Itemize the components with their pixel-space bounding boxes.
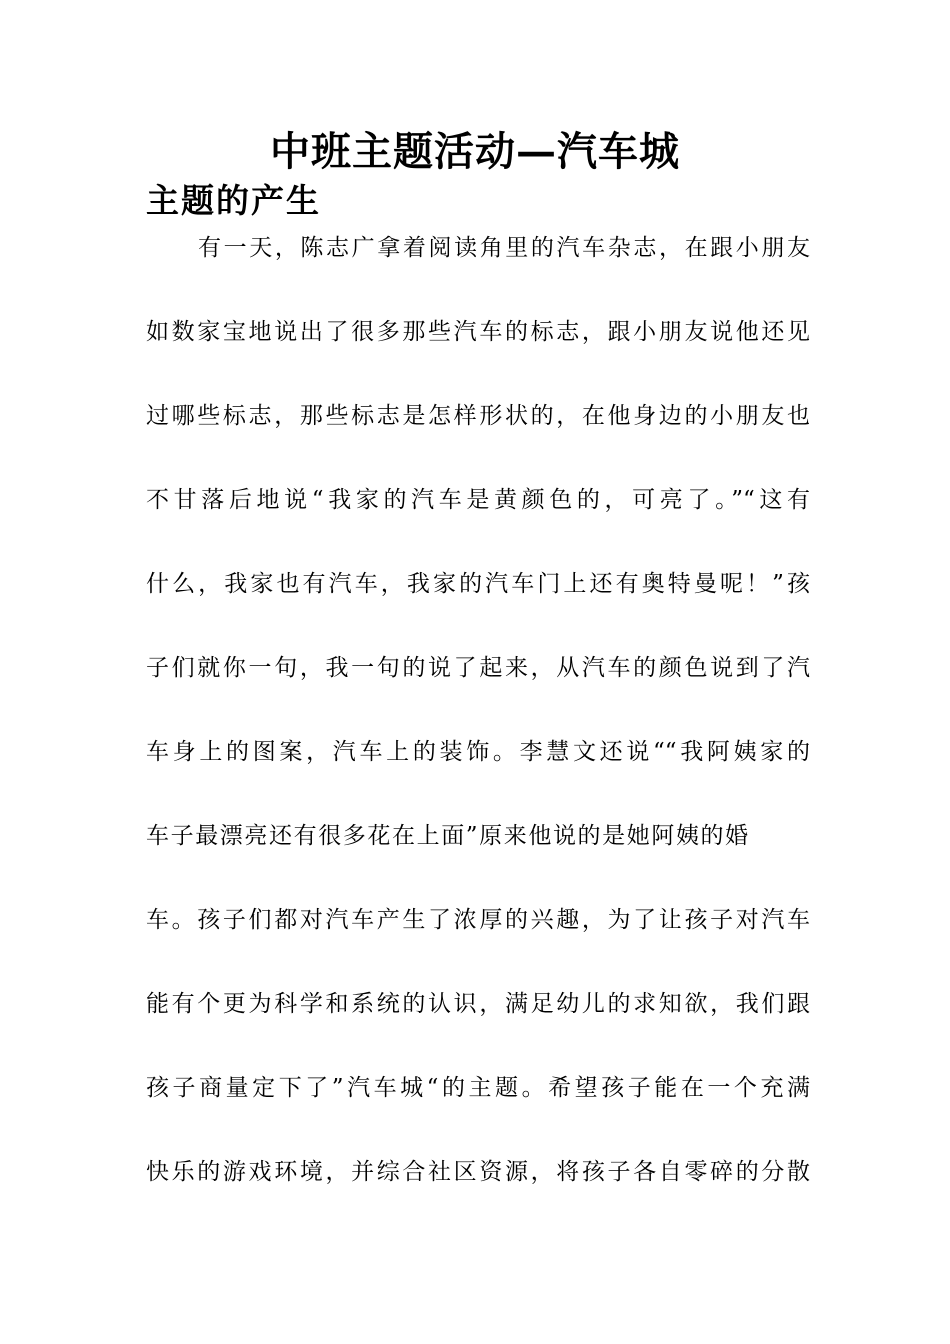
paragraph-line: 子们就你一句，我一句的说了起来，从汽车的颜色说到了汽 [146,655,810,681]
section-heading: 主题的产生 [146,181,321,220]
paragraph-line: 车身上的图案，汽车上的装饰。李慧文还说““我阿姨家的 [146,739,810,765]
paragraph-line: 什么，我家也有汽车，我家的汽车门上还有奥特曼呢！”孩 [146,571,810,597]
paragraph-line: 车子最漂亮还有很多花在上面”原来他说的是她阿姨的婚 [146,823,750,849]
paragraph-line: 快乐的游戏环境，并综合社区资源，将孩子各自零碎的分散 [146,1159,810,1185]
paragraph-line: 如数家宝地说出了很多那些汽车的标志，跟小朋友说他还见 [146,319,810,345]
paragraph-line: 过哪些标志，那些标志是怎样形状的，在他身边的小朋友也 [146,403,810,429]
paragraph-line: 有一天，陈志广拿着阅读角里的汽车杂志，在跟小朋友 [198,235,810,261]
document-title: 中班主题活动—汽车城 [270,128,680,175]
paragraph-line: 孩子商量定下了”汽车城“的主题。希望孩子能在一个充满 [146,1075,810,1101]
paragraph-line: 不甘落后地说“我家的汽车是黄颜色的，可亮了。”“这有 [146,487,810,513]
paragraph-line: 车。孩子们都对汽车产生了浓厚的兴趣，为了让孩子对汽车 [146,907,810,933]
paragraph-line: 能有个更为科学和系统的认识，满足幼儿的求知欲，我们跟 [146,991,810,1017]
